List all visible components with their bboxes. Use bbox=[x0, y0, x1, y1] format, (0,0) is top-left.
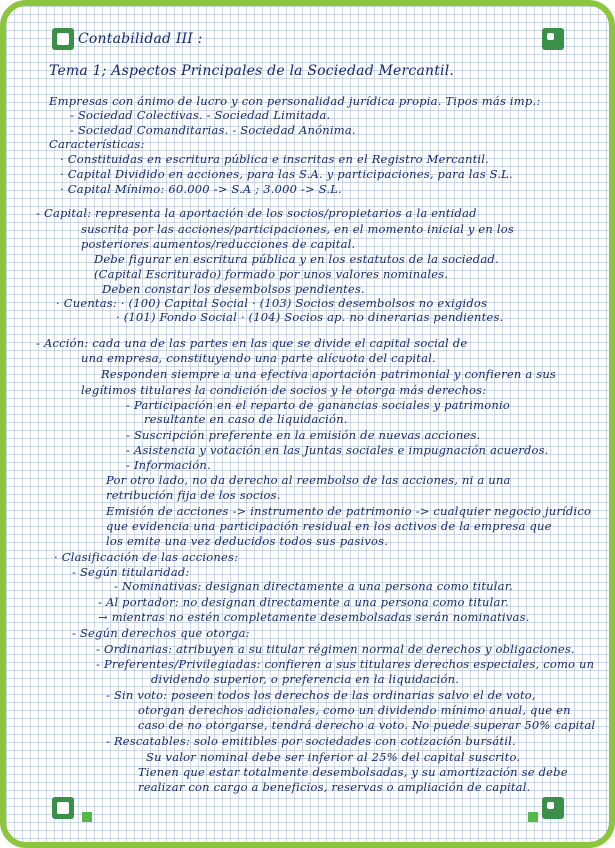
text-line: Responden siempre a una efectiva aportación patrimonial y confieren a sus bbox=[101, 367, 557, 381]
text-line: - Sin voto: poseen todos los derechos de las ordinarias salvo el de voto, bbox=[106, 688, 536, 702]
text-line: suscrita por las acciones/participaciones, en el momento inicial y en los bbox=[81, 222, 514, 236]
corner-logo-top-left-icon bbox=[52, 28, 74, 50]
topic-heading: Tema 1; Aspectos Principales de la Sociedad Mercantil. bbox=[49, 63, 455, 79]
corner-logo-bottom-left-icon bbox=[52, 797, 74, 819]
text-line: Deben constar los desembolsos pendientes. bbox=[102, 282, 365, 296]
text-line: realizar con cargo a beneficios, reservas o ampliación de capital. bbox=[138, 780, 531, 794]
text-line: - Participación en el reparto de ganancias sociales y patrimonio bbox=[126, 398, 510, 412]
text-line: - Ordinarias: atribuyen a su titular régimen normal de derechos y obligaciones. bbox=[96, 642, 575, 656]
text-line: Tienen que estar totalmente desembolsadas, y su amortización se debe bbox=[138, 765, 568, 779]
text-line: - Según derechos que otorga: bbox=[72, 626, 250, 640]
text-line: una empresa, constituyendo una parte alícuota del capital. bbox=[81, 351, 436, 365]
text-line: Empresas con ánimo de lucro y con personalidad jurídica propia. Tipos más imp.: bbox=[49, 94, 541, 108]
text-line: · (101) Fondo Social · (104) Socios ap. no dinerarias pendientes. bbox=[116, 310, 504, 324]
text-line: Por otro lado, no da derecho al reembolso de las acciones, ni a una bbox=[106, 473, 511, 487]
text-line: · Cuentas: · (100) Capital Social · (103) Socios desembolsos no exigidos bbox=[56, 296, 488, 310]
text-line: - Según titularidad: bbox=[72, 565, 190, 579]
text-line: resultante en caso de liquidación. bbox=[144, 412, 348, 426]
text-line: - Sociedad Colectivas. - Sociedad Limitada. bbox=[70, 108, 331, 122]
text-line: - Preferentes/Privilegiadas: confieren a sus titulares derechos especiales, como un bbox=[96, 657, 595, 671]
text-line: - Rescatables: solo emitibles por sociedades con cotización bursátil. bbox=[106, 734, 516, 748]
text-line: que evidencia una participación residual en los activos de la empresa que bbox=[106, 519, 552, 533]
green-square-icon bbox=[528, 812, 538, 822]
text-line: - Nominativas: designan directamente a una persona como titular. bbox=[114, 579, 513, 593]
text-line: legítimos titulares la condición de socios y le otorga más derechos: bbox=[81, 383, 487, 397]
text-line: - Acción: cada una de las partes en las que se divide el capital social de bbox=[36, 336, 468, 350]
text-line: - Información. bbox=[126, 458, 211, 472]
text-line: - Sociedad Comanditarias. - Sociedad Anónima. bbox=[70, 123, 356, 137]
text-line: · Clasificación de las acciones: bbox=[54, 550, 239, 564]
text-line: Debe figurar en escritura pública y en los estatutos de la sociedad. bbox=[94, 252, 499, 266]
text-line: (Capital Escriturado) formado por unos valores nominales. bbox=[94, 267, 449, 281]
text-line: - Asistencia y votación en las Juntas sociales e impugnación acuerdos. bbox=[126, 443, 549, 457]
text-line: Características: bbox=[49, 137, 145, 151]
text-line: - Al portador: no designan directamente a una persona como titular. bbox=[98, 595, 509, 609]
text-line: - Suscripción preferente en la emisión de nuevas acciones. bbox=[126, 428, 481, 442]
text-line: - Capital: representa la aportación de los socios/propietarios a la entidad bbox=[36, 206, 477, 220]
text-line: · Constituidas en escritura pública e inscritas en el Registro Mercantil. bbox=[60, 152, 490, 166]
page-title: Contabilidad III : bbox=[78, 31, 203, 47]
corner-logo-bottom-right-icon bbox=[542, 797, 564, 819]
text-line: posteriores aumentos/reducciones de capital. bbox=[81, 237, 356, 251]
text-line: Emisión de acciones -> instrumento de patrimonio -> cualquier negocio jurídico bbox=[106, 504, 592, 518]
text-line: → mientras no estén completamente desembolsadas serán nominativas. bbox=[98, 610, 530, 624]
green-square-icon bbox=[82, 812, 92, 822]
text-line: retribución fija de los socios. bbox=[106, 488, 281, 502]
text-line: caso de no otorgarse, tendrá derecho a voto. No puede superar 50% capital bbox=[138, 718, 596, 732]
text-line: otorgan derechos adicionales, como un dividendo mínimo anual, que en bbox=[138, 703, 571, 717]
text-line: · Capital Dividido en acciones, para las S.A. y participaciones, para las S.L. bbox=[60, 167, 513, 181]
text-line: dividendo superior, o preferencia en la liquidación. bbox=[151, 672, 460, 686]
corner-logo-top-right-icon bbox=[542, 28, 564, 50]
text-line: Su valor nominal debe ser inferior al 25% del capital suscrito. bbox=[146, 750, 521, 764]
text-line: · Capital Mínimo: 60.000 -> S.A ; 3.000 -> S.L. bbox=[60, 182, 342, 196]
text-line: los emite una vez deducidos todos sus pasivos. bbox=[106, 534, 389, 548]
